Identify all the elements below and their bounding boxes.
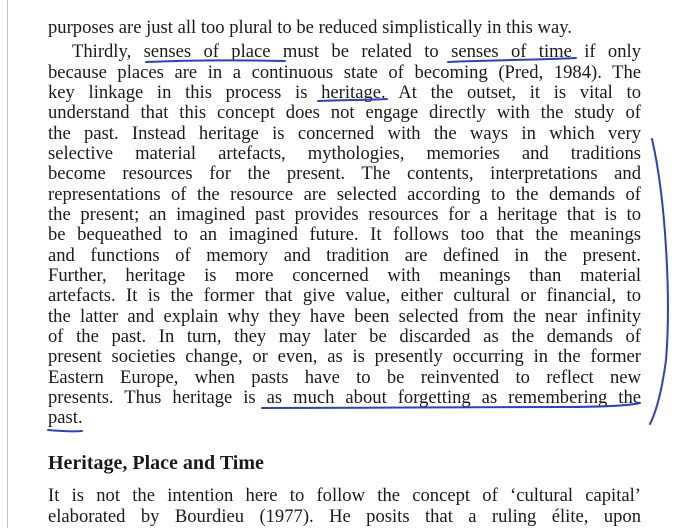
text-line: the past. Instead heritage is concerned with the ways in which very xyxy=(48,123,641,144)
text-line: elaborated by Bourdieu (1977). He posits that a ruling élite, upon xyxy=(48,506,641,527)
text-line: representations of the resource are selected according to the demands of xyxy=(48,184,641,205)
text-line: understand that this concept does not engage directly with the study of xyxy=(48,102,641,123)
text-line: Thirdly, senses of place must be related to senses of time if only xyxy=(72,41,641,62)
text-line: the present; an imagined past provides resources for a heritage that is to xyxy=(48,204,641,225)
page-left-border xyxy=(7,0,8,528)
text-line: present societies change, or even, as is presently occurring in the former xyxy=(48,346,641,367)
underline-past xyxy=(48,430,82,431)
text-line: Eastern Europe, when pasts have to be reinvented to reflect new xyxy=(48,367,641,388)
text-line: presents. Thus heritage is as much about forgetting as remembering the xyxy=(48,387,641,408)
text-line: selective material artefacts, mythologies, memories and traditions xyxy=(48,143,641,164)
text-line: become resources for the present. The contents, interpretations and xyxy=(48,163,641,184)
text-line: key linkage in this process is heritage. At the outset, it is vital to xyxy=(48,82,641,103)
section-heading: Heritage, Place and Time xyxy=(48,452,264,474)
text-line: artefacts. It is the former that give value, either cultural or financial, to xyxy=(48,285,641,306)
margin-bracket xyxy=(650,139,668,424)
text-line: the latter and explain why they have been selected from the near infinity xyxy=(48,306,641,327)
text-line: and functions of memory and tradition are defined in the present. xyxy=(48,245,641,266)
text-line: Further, heritage is more concerned with meanings than material xyxy=(48,265,641,286)
text-line: It is not the intention here to follow the concept of ‘cultural capital’ xyxy=(48,485,641,506)
text-line: of the past. In turn, they may later be discarded as the demands of xyxy=(48,326,641,347)
text-line: be bequeathed to an imagined future. It follows too that the meanings xyxy=(48,224,641,245)
text-line: past. xyxy=(48,407,83,428)
text-line: because places are in a continuous state of becoming (Pred, 1984). The xyxy=(48,62,641,83)
text-line: purposes are just all too plural to be reduced simplistically in this way. xyxy=(48,17,572,38)
